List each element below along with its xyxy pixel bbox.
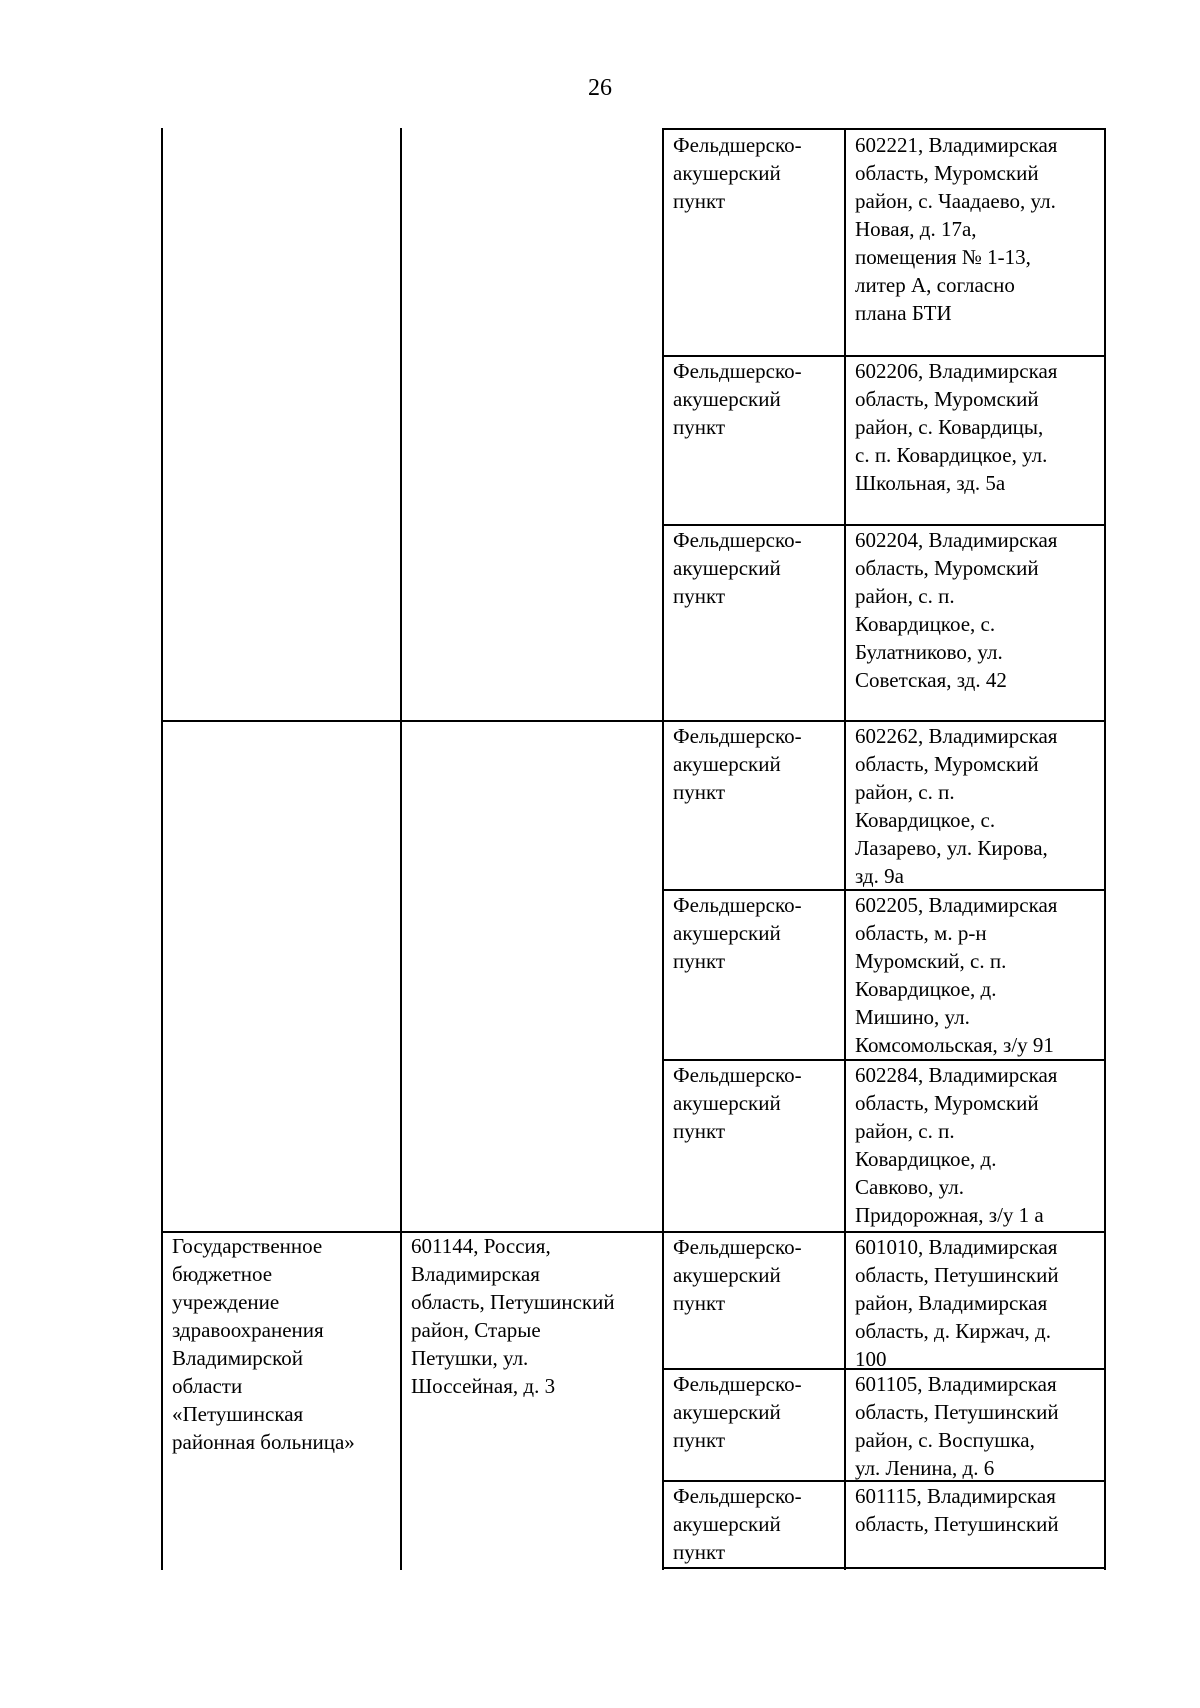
- row-3-address-cell: 602204, Владимирская область, Муромский район, с. п. Ковардицкое, с. Булатниково, ул. Советская, зд. 42: [855, 528, 1058, 692]
- row-9-address-cell: 601115, Владимирская область, Петушинский: [855, 1484, 1059, 1536]
- row-4-address-cell: 602262, Владимирская область, Муромский район, с. п. Ковардицкое, с. Лазарево, ул. Кирова, зд. 9а: [855, 724, 1058, 888]
- row-8-address-cell: 601105, Владимирская область, Петушинский район, с. Воспушка, ул. Ленина, д. 6: [855, 1372, 1059, 1480]
- organization-address-cell: 601144, Россия, Владимирская область, Петушинский район, Старые Петушки, ул. Шоссейная, д. 3: [411, 1234, 615, 1398]
- row-5-address-cell: 602205, Владимирская область, м. р-н Муромский, с. п. Ковардицкое, д. Мишино, ул. Комсомольская, з/у 91: [855, 893, 1058, 1057]
- table-border-left: [161, 128, 163, 1570]
- organization-name-cell: Государственное бюджетное учреждение здравоохранения Владимирской области «Петушинская районная больница»: [172, 1234, 355, 1454]
- row-7-address-cell: 601010, Владимирская область, Петушинский район, Владимирская область, д. Киржач, д. 100: [855, 1235, 1059, 1371]
- row-3-type-cell: Фельдшерско- акушерский пункт: [673, 528, 802, 608]
- table-column-divider: [844, 128, 846, 1570]
- page-number: 26: [588, 75, 612, 101]
- table-border-right: [1104, 128, 1106, 1570]
- row-6-type-cell: Фельдшерско- акушерский пункт: [673, 1063, 802, 1143]
- row-1-address-cell: 602221, Владимирская область, Муромский район, с. Чаадаево, ул. Новая, д. 17а, помещения № 1-13, литер А, согласно плана БТИ: [855, 133, 1058, 325]
- table-column-divider: [662, 128, 664, 1570]
- table-column-divider: [400, 128, 402, 1570]
- row-7-type-cell: Фельдшерско- акушерский пункт: [673, 1235, 802, 1315]
- row-9-type-cell: Фельдшерско- акушерский пункт: [673, 1484, 802, 1564]
- row-5-type-cell: Фельдшерско- акушерский пункт: [673, 893, 802, 973]
- row-8-type-cell: Фельдшерско- акушерский пункт: [673, 1372, 802, 1452]
- row-2-type-cell: Фельдшерско- акушерский пункт: [673, 359, 802, 439]
- row-1-type-cell: Фельдшерско- акушерский пункт: [673, 133, 802, 213]
- row-6-address-cell: 602284, Владимирская область, Муромский район, с. п. Ковардицкое, д. Савково, ул. Придорожная, з/у 1 а: [855, 1063, 1058, 1227]
- row-2-address-cell: 602206, Владимирская область, Муромский район, с. Ковардицы, с. п. Ковардицкое, ул. Школьная, зд. 5а: [855, 359, 1058, 495]
- row-4-type-cell: Фельдшерско- акушерский пункт: [673, 724, 802, 804]
- table-row-divider: [662, 128, 1105, 130]
